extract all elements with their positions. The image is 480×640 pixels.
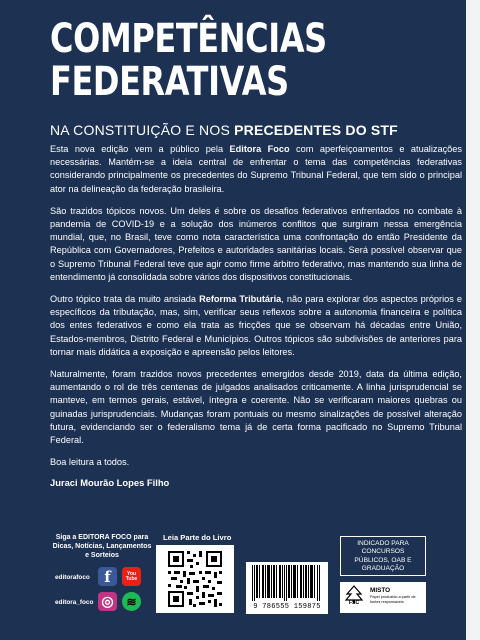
p3-bold: Reforma Tributária [199, 294, 282, 305]
isbn-number: 9 786555 159875 [253, 603, 321, 611]
indicado-line-3: PÚBLICOS, OAB E [354, 556, 412, 564]
p3-text-b: , não para explorar dos aspectos próprios e específicos da tributação, mas, sim, verificar seus reflexos sobre a autonomia financeira e política dos entes federativos e como ela trata as fricções que se observam há décadas entre União, Estados-membros, Distrito Federal e Municípios. Outros tópicos são subdivisões de anteriores para tornar mais didática a exposição e apreensão pelos leitores. [50, 294, 463, 357]
barcode-graphic [246, 562, 328, 602]
p1-text-b: com aperfeiçoamentos e atualizações necessárias. Mantém-se a ideia central de enfrentar o tema das competências federativas considerando principalmente os precedentes do Supremo Tribunal Federal, que tem sido o principal ator na delineação da federação brasileira. [50, 144, 462, 194]
indicado-line-2: CONCURSOS [361, 548, 405, 556]
fsc-misto-sub: Papel produzido a partir de fontes responsáveis [370, 595, 416, 604]
title-line-2: FEDERATIVAS [50, 59, 289, 105]
p1-publisher: Editora Foco [229, 144, 290, 154]
instagram-icon[interactable]: ◎ [98, 592, 117, 611]
indicado-line-1: INDICADO PARA [357, 540, 409, 547]
fsc-tree-icon [343, 585, 365, 610]
fsc-logo-text: FSC [348, 600, 360, 606]
read-sample-label: Leia Parte do Livro [163, 533, 232, 542]
paragraph-5: Boa leitura a todos. [50, 457, 130, 468]
synopsis [50, 143, 462, 490]
fsc-misto: MISTO [370, 587, 391, 594]
paragraph-1 [50, 143, 462, 196]
page-edge [466, 0, 480, 640]
youtube-icon[interactable]: You Tube [122, 567, 141, 586]
p1-text-a: Esta nova edição vem a público pela [50, 144, 230, 154]
recommended-badge [340, 536, 426, 576]
p3-text-a: Outro tópico trata da muito ansiada [50, 294, 200, 305]
indicado-line-4: GRADUAÇÃO [361, 565, 405, 573]
qr-code-graphic [156, 545, 234, 613]
paragraph-4: Naturalmente, foram trazidos novos precedentes emergidos desde 2019, data da última edição, aumentando o rol de três centenas de julgados analisados criticamente. A linha jurisprudencial se manteve, em termos gerais, estável, íntegra e coerente. Não se verificaram maiores quebras ou guinadas jurisprudenciais. Mudanças foram pontuais ou mesmo sinalizações de possível alteração futura, evidenciando ser o federalismo tema já de certa forma pacificado no Supremo Tribunal Federal. [50, 369, 462, 446]
spotify-icon[interactable]: ≋ [122, 592, 141, 611]
facebook-icon[interactable]: f [98, 567, 117, 586]
fsc-badge [340, 582, 426, 613]
qr-code[interactable] [156, 545, 234, 613]
author-name: Juraci Mourão Lopes Filho [50, 477, 170, 489]
paragraph-3 [50, 293, 462, 359]
title-line-1: COMPETÊNCIAS [50, 16, 327, 62]
social-label-2: editora_foco [55, 599, 94, 606]
book-subtitle [50, 122, 398, 138]
subtitle-bold: PRECEDENTES DO STF [234, 122, 398, 138]
follow-text: Siga a EDITORA FOCO para Dicas, Notícias, Lançamentos e Sorteios [52, 534, 152, 559]
social-label-1: editorafoco [55, 574, 90, 581]
paragraph-2: São trazidos tópicos novos. Um deles é sobre os desafios federativos enfrentados no combate à pandemia de COVID-19 e a solução dos inúmeros conflitos que surgiram nessa emergência mundial, que, no Brasil, teve como nota característica uma confrontação do então Presidente da República com Governadores, Prefeitos e autoridades sanitárias locais. Será possível observar que o Supremo Tribunal Federal teve que agir como firme árbitro federativo, mas mantendo sua linha de entendimento já consolidada sobre vários dos dispositivos constitucionais. [50, 205, 462, 282]
subtitle-prefix: NA CONSTITUIÇÃO E NOS [50, 122, 235, 138]
book-title [50, 18, 370, 104]
